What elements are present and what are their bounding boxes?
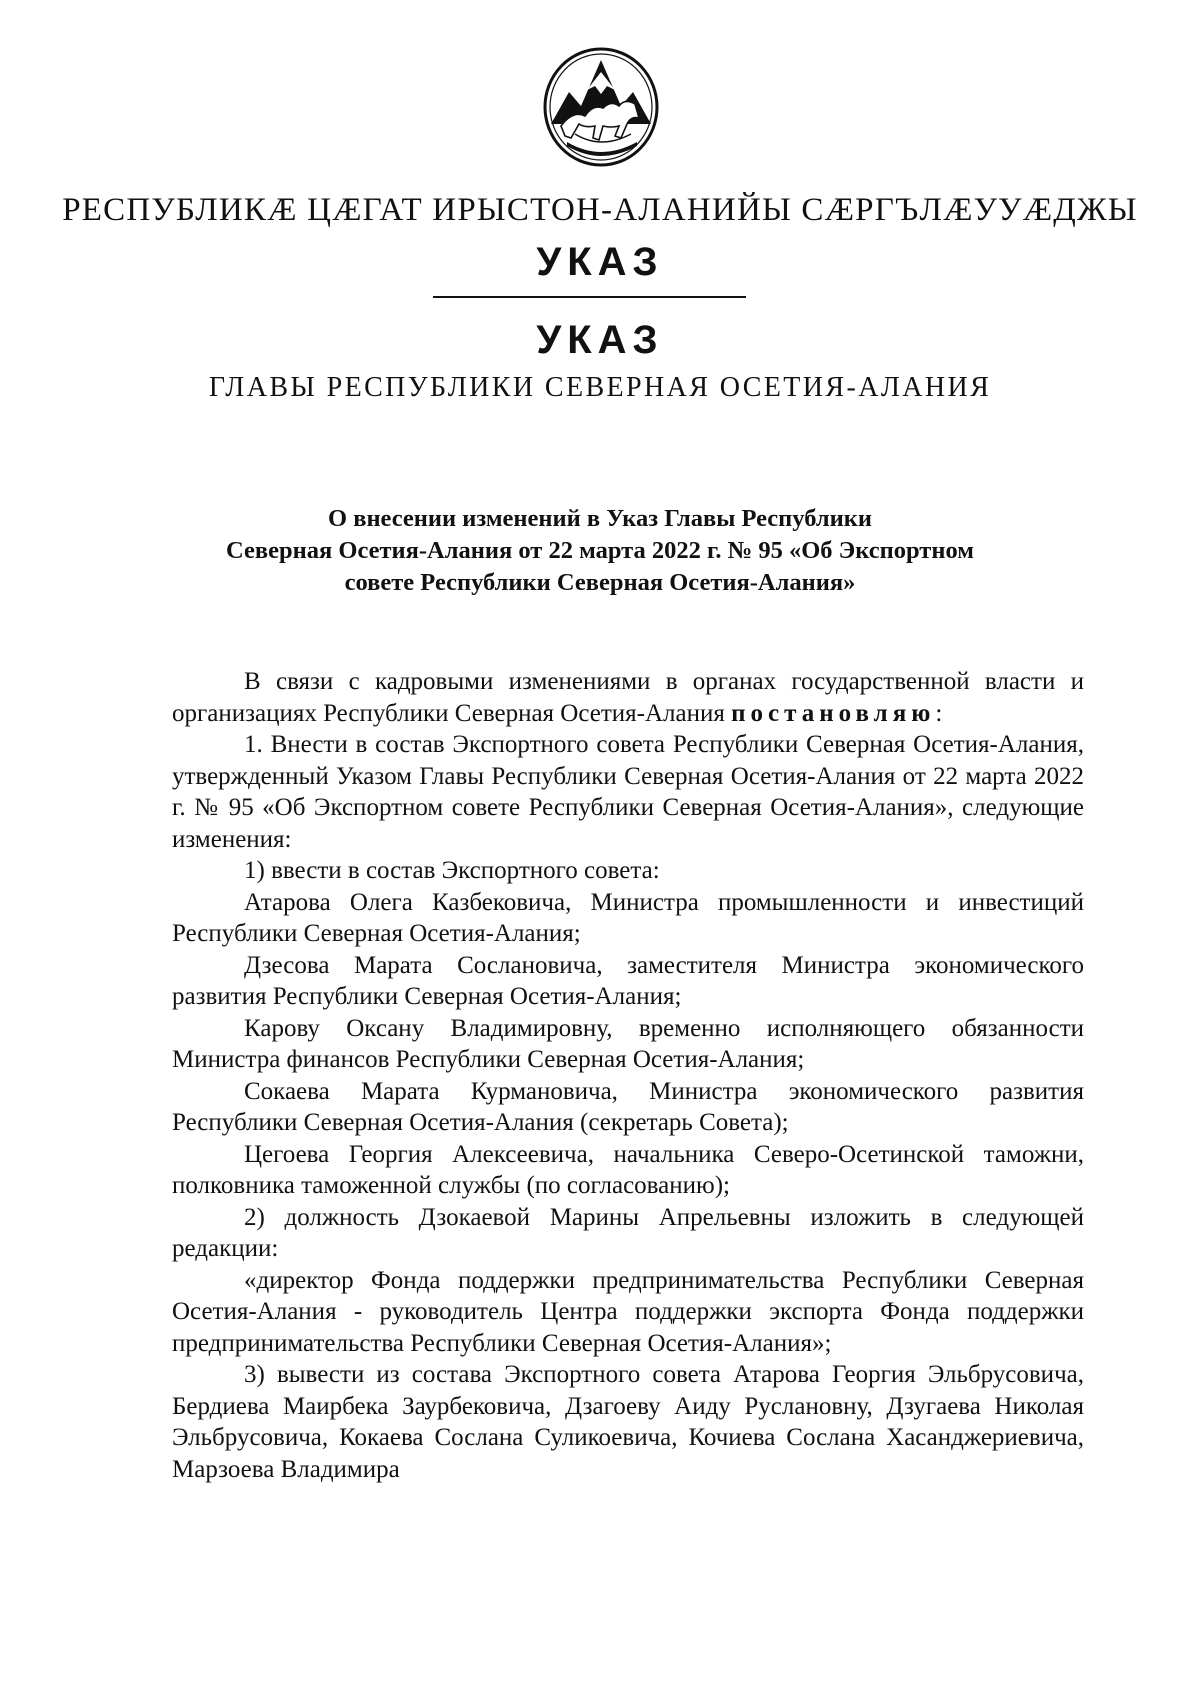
paragraph-subitem-1: 1) ввести в состав Экспортного совета: [244, 857, 660, 884]
paragraph-member: Карову Оксану Владимировну, временно исполняющего обязанности Министра финансов Республики Северная Осетия-Алания; [172, 1014, 1084, 1073]
coat-of-arms-emblem-icon [541, 46, 661, 168]
title-line: О внесении изменений в Указ Главы Республики [328, 505, 872, 532]
title-line: Северная Осетия-Алания от 22 марта 2022 г. № 95 «Об Экспортном [226, 537, 974, 564]
paragraph-member: Дзесова Марата Сослановича, заместителя Министра экономического развития Республики Северная Осетия-Алания; [172, 951, 1084, 1010]
paragraph-member: Сокаева Марата Курмановича, Министра экономического развития Республики Северная Осетия-Алания (секретарь Совета); [172, 1077, 1084, 1136]
title-line: совете Республики Северная Осетия-Алания» [344, 569, 856, 596]
heading-russian: ГЛАВЫ РЕСПУБЛИКИ СЕВЕРНАЯ ОСЕТИЯ-АЛАНИЯ [208, 372, 992, 403]
paragraph-quote: «директор Фонда поддержки предпринимательства Республики Северная Осетия-Алания - руководитель Центра поддержки экспорта Фонда поддержки предпринимательства Республики Северная Осетия-Алания»; [172, 1266, 1084, 1357]
decree-keyword: постановляю [731, 699, 936, 727]
paragraph-subitem-2: 2) должность Дзокаевой Марины Апрельевны изложить в следующей редакции: [172, 1203, 1084, 1262]
paragraph-member: Цегоева Георгия Алексеевича, начальника Северо-Осетинской таможни, полковника таможенной службы (по согласованию); [172, 1140, 1084, 1199]
paragraph-item-1: 1. Внести в состав Экспортного совета Республики Северная Осетия-Алания, утвержденный Указом Главы Республики Северная Осетия-Алания от 22 марта 2022 г. № 95 «Об Экспортном совете Республики Северная Осетия-Алания», следующие изменения: [172, 731, 1084, 853]
preamble-text: В связи с кадровыми изменениями в органах государственной власти и организациях Республики Северная Осетия-Алания [172, 668, 1084, 727]
document-title [160, 503, 1040, 599]
ukaz-title-russian: УКАЗ [536, 318, 664, 362]
preamble-colon: : [935, 699, 943, 727]
document-body [172, 666, 1084, 1485]
heading-ossetian: РЕСПУБЛИКӔ ЦӔГАТ ИРЫСТОН-АЛАНИЙЫ СӔРГЪЛӔУУӔДЖЫ [62, 192, 1138, 228]
paragraph-preamble [172, 666, 1084, 729]
ukaz-title-ossetian: УКАЗ [536, 240, 664, 284]
paragraph-member: Атарова Олега Казбековича, Министра промышленности и инвестиций Республики Северная Осетия-Алания; [172, 888, 1084, 947]
paragraph-subitem-3: 3) вывести из состава Экспортного совета Атарова Георгия Эльбрусовича, Бердиева Маирбека Заурбековича, Дзагоеву Аиду Руслановну, Дзугаева Николая Эльбрусовича, Кокаева Сослана Суликоевича, Кочиева Сослана Хасанджериевича, Марзоева Владимира [172, 1361, 1084, 1483]
divider-line [433, 296, 746, 298]
